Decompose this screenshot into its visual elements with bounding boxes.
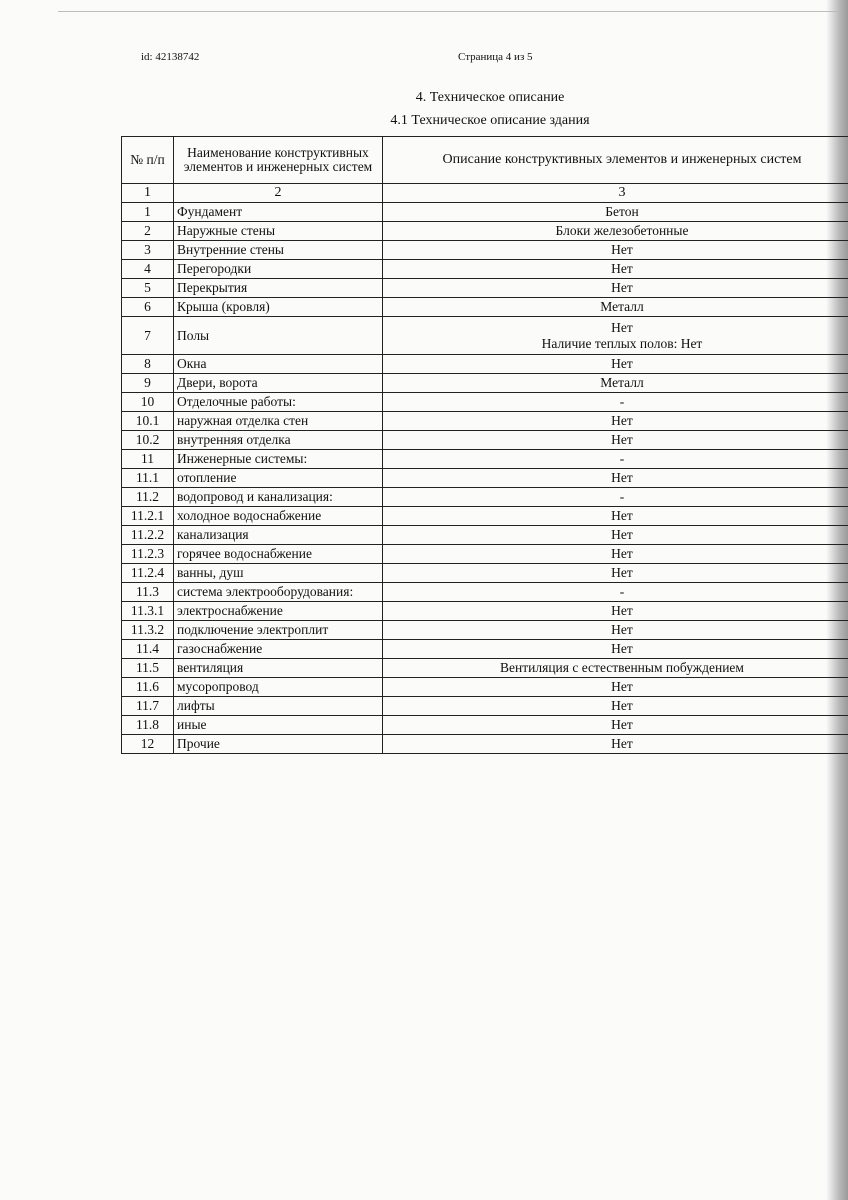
row-description: Нет — [383, 545, 848, 564]
row-number: 11.2.3 — [122, 545, 174, 564]
table-row — [122, 203, 848, 222]
row-description: - — [383, 583, 848, 602]
col-number-3: 3 — [383, 184, 848, 203]
scan-edge-line — [58, 11, 848, 12]
row-element-name: Прочие — [174, 735, 383, 754]
row-number: 1 — [122, 203, 174, 222]
row-number: 11.2.1 — [122, 507, 174, 526]
table-row — [122, 602, 848, 621]
table-row — [122, 279, 848, 298]
header-number: № п/п — [122, 137, 174, 184]
row-description-line: Наличие теплых полов: Нет — [541, 335, 703, 351]
row-description: Нет — [383, 507, 848, 526]
row-element-name: Фундамент — [174, 203, 383, 222]
row-element-name: Крыша (кровля) — [174, 298, 383, 317]
row-element-name: Перегородки — [174, 260, 383, 279]
table-row — [122, 488, 848, 507]
table-row — [122, 697, 848, 716]
row-number: 8 — [122, 355, 174, 374]
row-description: Нет — [383, 469, 848, 488]
row-description: Нет — [383, 526, 848, 545]
row-number: 11.8 — [122, 716, 174, 735]
table-row — [122, 507, 848, 526]
row-description — [383, 317, 848, 355]
table-row — [122, 564, 848, 583]
table-row — [122, 260, 848, 279]
row-description: Нет — [383, 279, 848, 298]
row-number: 10 — [122, 393, 174, 412]
table-row — [122, 431, 848, 450]
row-element-name: внутренняя отделка — [174, 431, 383, 450]
row-number: 4 — [122, 260, 174, 279]
row-number: 10.2 — [122, 431, 174, 450]
row-number: 11.5 — [122, 659, 174, 678]
row-number: 3 — [122, 241, 174, 260]
col-number-1: 1 — [122, 184, 174, 203]
table-header-row — [122, 137, 848, 184]
row-description: - — [383, 488, 848, 507]
table-row — [122, 545, 848, 564]
row-number: 11.4 — [122, 640, 174, 659]
column-number-row — [122, 184, 848, 203]
row-description: Нет — [383, 602, 848, 621]
table-row — [122, 621, 848, 640]
table-row — [122, 450, 848, 469]
table-row — [122, 355, 848, 374]
row-element-name: электроснабжение — [174, 602, 383, 621]
row-description-line: Нет — [611, 319, 633, 335]
row-element-name: отопление — [174, 469, 383, 488]
table-row — [122, 659, 848, 678]
row-description: Металл — [383, 374, 848, 393]
row-description: - — [383, 393, 848, 412]
row-element-name: газоснабжение — [174, 640, 383, 659]
row-number: 11.3 — [122, 583, 174, 602]
table-row — [122, 583, 848, 602]
row-description: Нет — [383, 716, 848, 735]
table-row — [122, 469, 848, 488]
row-description: Нет — [383, 678, 848, 697]
header-name: Наименование конструктивных элементов и инженерных систем — [174, 137, 383, 184]
table-row — [122, 735, 848, 754]
table-row — [122, 222, 848, 241]
table-row — [122, 317, 848, 355]
row-element-name: иные — [174, 716, 383, 735]
row-description: Бетон — [383, 203, 848, 222]
row-description: Нет — [383, 564, 848, 583]
table-row — [122, 374, 848, 393]
row-element-name: подключение электроплит — [174, 621, 383, 640]
row-element-name: водопровод и канализация: — [174, 488, 383, 507]
row-element-name: Наружные стены — [174, 222, 383, 241]
section-title: 4. Техническое описание — [415, 90, 565, 105]
table-row — [122, 678, 848, 697]
row-description: Нет — [383, 735, 848, 754]
row-description: Нет — [383, 640, 848, 659]
row-element-name: Отделочные работы: — [174, 393, 383, 412]
row-number: 11.3.2 — [122, 621, 174, 640]
row-element-name: вентиляция — [174, 659, 383, 678]
row-element-name: Двери, ворота — [174, 374, 383, 393]
row-description: Нет — [383, 355, 848, 374]
row-description: Вентиляция с естественным побуждением — [383, 659, 848, 678]
row-description: Нет — [383, 412, 848, 431]
table-row — [122, 640, 848, 659]
row-element-name: Внутренние стены — [174, 241, 383, 260]
row-description: Нет — [383, 431, 848, 450]
row-element-name: лифты — [174, 697, 383, 716]
col-number-2: 2 — [174, 184, 383, 203]
row-description: Металл — [383, 298, 848, 317]
table-row — [122, 412, 848, 431]
row-description: - — [383, 450, 848, 469]
row-element-name: ванны, душ — [174, 564, 383, 583]
row-number: 9 — [122, 374, 174, 393]
row-number: 11.7 — [122, 697, 174, 716]
document-id: id: 42138742 — [141, 51, 200, 63]
row-element-name: Полы — [174, 317, 383, 355]
row-element-name: холодное водоснабжение — [174, 507, 383, 526]
row-element-name: горячее водоснабжение — [174, 545, 383, 564]
row-element-name: система электрооборудования: — [174, 583, 383, 602]
page-number: Страница 4 из 5 — [458, 51, 533, 63]
row-number: 2 — [122, 222, 174, 241]
row-number: 11.6 — [122, 678, 174, 697]
table-row — [122, 716, 848, 735]
header-description: Описание конструктивных элементов и инженерных систем — [383, 137, 848, 184]
row-description: Нет — [383, 621, 848, 640]
row-number: 5 — [122, 279, 174, 298]
row-number: 11.2.2 — [122, 526, 174, 545]
row-number: 6 — [122, 298, 174, 317]
row-description: Нет — [383, 697, 848, 716]
row-number: 11.3.1 — [122, 602, 174, 621]
row-description: Нет — [383, 241, 848, 260]
row-element-name: Окна — [174, 355, 383, 374]
row-number: 11.2.4 — [122, 564, 174, 583]
row-number: 11.1 — [122, 469, 174, 488]
technical-description-table — [121, 136, 848, 754]
table-row — [122, 298, 848, 317]
row-element-name: наружная отделка стен — [174, 412, 383, 431]
row-number: 7 — [122, 317, 174, 355]
table-row — [122, 241, 848, 260]
subsection-title: 4.1 Техническое описание здания — [390, 113, 590, 128]
row-description: Блоки железобетонные — [383, 222, 848, 241]
row-number: 10.1 — [122, 412, 174, 431]
row-number: 11 — [122, 450, 174, 469]
row-element-name: Перекрытия — [174, 279, 383, 298]
row-element-name: мусоропровод — [174, 678, 383, 697]
row-element-name: Инженерные системы: — [174, 450, 383, 469]
row-element-name: канализация — [174, 526, 383, 545]
row-number: 12 — [122, 735, 174, 754]
table-row — [122, 393, 848, 412]
row-number: 11.2 — [122, 488, 174, 507]
row-description: Нет — [383, 260, 848, 279]
table-row — [122, 526, 848, 545]
